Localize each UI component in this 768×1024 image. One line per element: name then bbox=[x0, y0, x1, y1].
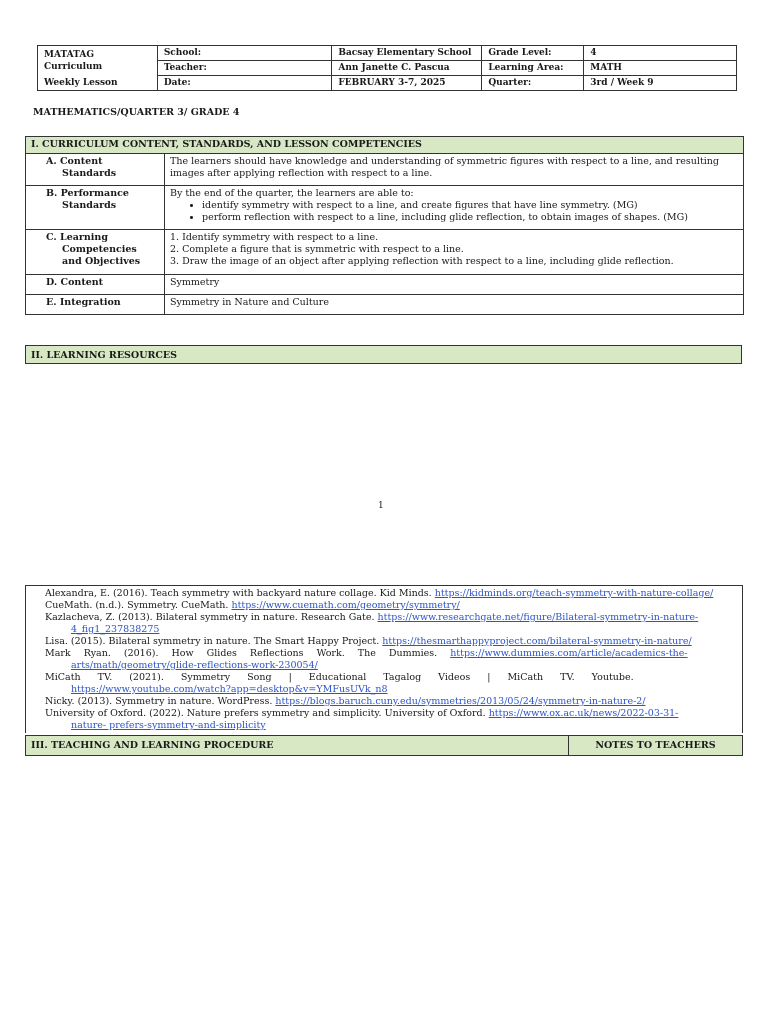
reference-text: Mark Ryan. (2016). How Glides Reflections Work. The Dummies. bbox=[45, 648, 451, 659]
reference-link[interactable]: https://thesmarthappyproject.com/bilateral-symmetry-in-nature/ bbox=[382, 636, 692, 647]
content-line: By the end of the quarter, the learners are able to: bbox=[170, 188, 414, 199]
row-content bbox=[165, 230, 744, 275]
performance-standards-row bbox=[26, 186, 744, 230]
teacher-label: Teacher: bbox=[157, 61, 332, 76]
row-label bbox=[26, 154, 165, 186]
row-content: Symmetry in Nature and Culture bbox=[165, 295, 744, 315]
school-label: School: bbox=[157, 46, 332, 61]
curriculum-section-table bbox=[25, 136, 744, 315]
grade-level-value: 4 bbox=[584, 46, 737, 61]
reference-text: MiCath TV. (2021). Symmetry Song | Educational Tagalog Videos | MiCath TV. Youtube. bbox=[45, 672, 634, 683]
row-content bbox=[165, 154, 744, 186]
label-line: Competencies bbox=[62, 244, 137, 255]
date-value: FEBRUARY 3-7, 2025 bbox=[332, 76, 482, 91]
reference-item bbox=[45, 696, 736, 708]
reference-link[interactable]: https://www.cuemath.com/geometry/symmetry/ bbox=[231, 600, 460, 611]
content-line: The learners should have knowledge and understanding of symmetric figures with respect to a line, and resulting bbox=[170, 156, 719, 167]
learning-area-label: Learning Area: bbox=[482, 61, 584, 76]
row-content: Symmetry bbox=[165, 275, 744, 295]
reference-link[interactable]: https://www.ox.ac.uk/news/2022-03-31- bbox=[488, 708, 679, 719]
page-number: 1 bbox=[378, 501, 384, 511]
date-label: Date: bbox=[157, 76, 332, 91]
notes-to-teachers-heading: NOTES TO TEACHERS bbox=[569, 736, 743, 756]
row-label bbox=[26, 230, 165, 275]
brand-cell bbox=[38, 46, 158, 91]
reference-item bbox=[45, 612, 736, 636]
school-value: Bacsay Elementary School bbox=[332, 46, 482, 61]
learning-area-value: MATH bbox=[584, 61, 737, 76]
reference-link[interactable]: https://kidminds.org/teach-symmetry-with-nature-collage/ bbox=[434, 588, 714, 599]
content-row bbox=[26, 275, 744, 295]
reference-text: CueMath. (n.d.). Symmetry. CueMath. bbox=[45, 600, 232, 611]
quarter-value: 3rd / Week 9 bbox=[584, 76, 737, 91]
content-line: 3. Draw the image of an object after applying reflection with respect to a line, including glide reflection. bbox=[170, 256, 674, 267]
label-line: A. Content bbox=[46, 156, 103, 167]
reference-item bbox=[45, 708, 736, 732]
quarter-label: Quarter: bbox=[482, 76, 584, 91]
reference-item bbox=[45, 648, 736, 672]
performance-bullets bbox=[170, 200, 738, 224]
integration-row bbox=[26, 295, 744, 315]
reference-link-continued[interactable]: 4_fig1_237838275 bbox=[71, 624, 160, 635]
label-line: Standards bbox=[62, 200, 117, 211]
reference-item bbox=[45, 600, 736, 612]
reference-text: Nicky. (2013). Symmetry in nature. WordPress. bbox=[45, 696, 276, 707]
label-line: C. Learning bbox=[46, 232, 108, 243]
section-3-title: III. TEACHING AND LEARNING PROCEDURE bbox=[26, 736, 569, 756]
content-line: 2. Complete a figure that is symmetric with respect to a line. bbox=[170, 244, 464, 255]
label-line: and Objectives bbox=[62, 256, 141, 267]
learning-competencies-row bbox=[26, 230, 744, 275]
reference-item bbox=[45, 672, 736, 696]
teaching-procedure-header bbox=[25, 735, 743, 756]
brand-line-3: Weekly Lesson bbox=[44, 78, 118, 88]
references-list bbox=[25, 585, 743, 733]
section-2-title: II. LEARNING RESOURCES bbox=[25, 345, 742, 364]
grade-level-label: Grade Level: bbox=[482, 46, 584, 61]
brand-line-1: MATATAG bbox=[44, 50, 95, 60]
reference-item bbox=[45, 636, 736, 648]
section-1-title: I. CURRICULUM CONTENT, STANDARDS, AND LESSON COMPETENCIES bbox=[26, 137, 744, 154]
content-line: images after applying reflection with respect to a line. bbox=[170, 168, 433, 179]
lesson-header-table bbox=[37, 45, 737, 91]
content-standards-row bbox=[26, 154, 744, 186]
content-line: 1. Identify symmetry with respect to a line. bbox=[170, 232, 379, 243]
teacher-value: Ann Janette C. Pascua bbox=[332, 61, 482, 76]
reference-link[interactable]: https://blogs.baruch.cuny.edu/symmetries/2013/05/24/symmetry-in-nature-2/ bbox=[275, 696, 646, 707]
reference-item bbox=[45, 588, 736, 600]
reference-text: Lisa. (2015). Bilateral symmetry in nature. The Smart Happy Project. bbox=[45, 636, 383, 647]
reference-link-continued[interactable]: nature- prefers-symmetry-and-simplicity bbox=[71, 720, 266, 731]
label-line: B. Performance bbox=[46, 188, 129, 199]
label-line: Standards bbox=[62, 168, 117, 179]
document-subtitle: MATHEMATICS/QUARTER 3/ GRADE 4 bbox=[33, 107, 240, 118]
reference-text: Kazlacheva, Z. (2013). Bilateral symmetry in nature. Research Gate. bbox=[45, 612, 378, 623]
row-label: D. Content bbox=[26, 275, 165, 295]
reference-link-continued[interactable]: https://www.youtube.com/watch?app=desktop&v=YMFusUVk_n8 bbox=[71, 684, 388, 695]
reference-link-continued[interactable]: arts/math/geometry/glide-reflections-work-230054/ bbox=[71, 660, 318, 671]
bullet-item: • identify symmetry with respect to a line, and create figures that have line symmetry. (MG) bbox=[202, 200, 738, 212]
reference-text: University of Oxford. (2022). Nature prefers symmetry and simplicity. University of Oxford. bbox=[45, 708, 489, 719]
row-label: E. Integration bbox=[26, 295, 165, 315]
reference-link[interactable]: https://www.dummies.com/article/academics-the- bbox=[450, 648, 688, 659]
reference-link[interactable]: https://www.researchgate.net/figure/Bilateral-symmetry-in-nature- bbox=[377, 612, 699, 623]
row-label bbox=[26, 186, 165, 230]
reference-text: Alexandra, E. (2016). Teach symmetry with backyard nature collage. Kid Minds. bbox=[45, 588, 435, 599]
bullet-item: • perform reflection with respect to a line, including glide reflection, to obtain images of shapes. (MG) bbox=[202, 212, 738, 224]
brand-line-2: Curriculum bbox=[44, 62, 103, 72]
row-content bbox=[165, 186, 744, 230]
